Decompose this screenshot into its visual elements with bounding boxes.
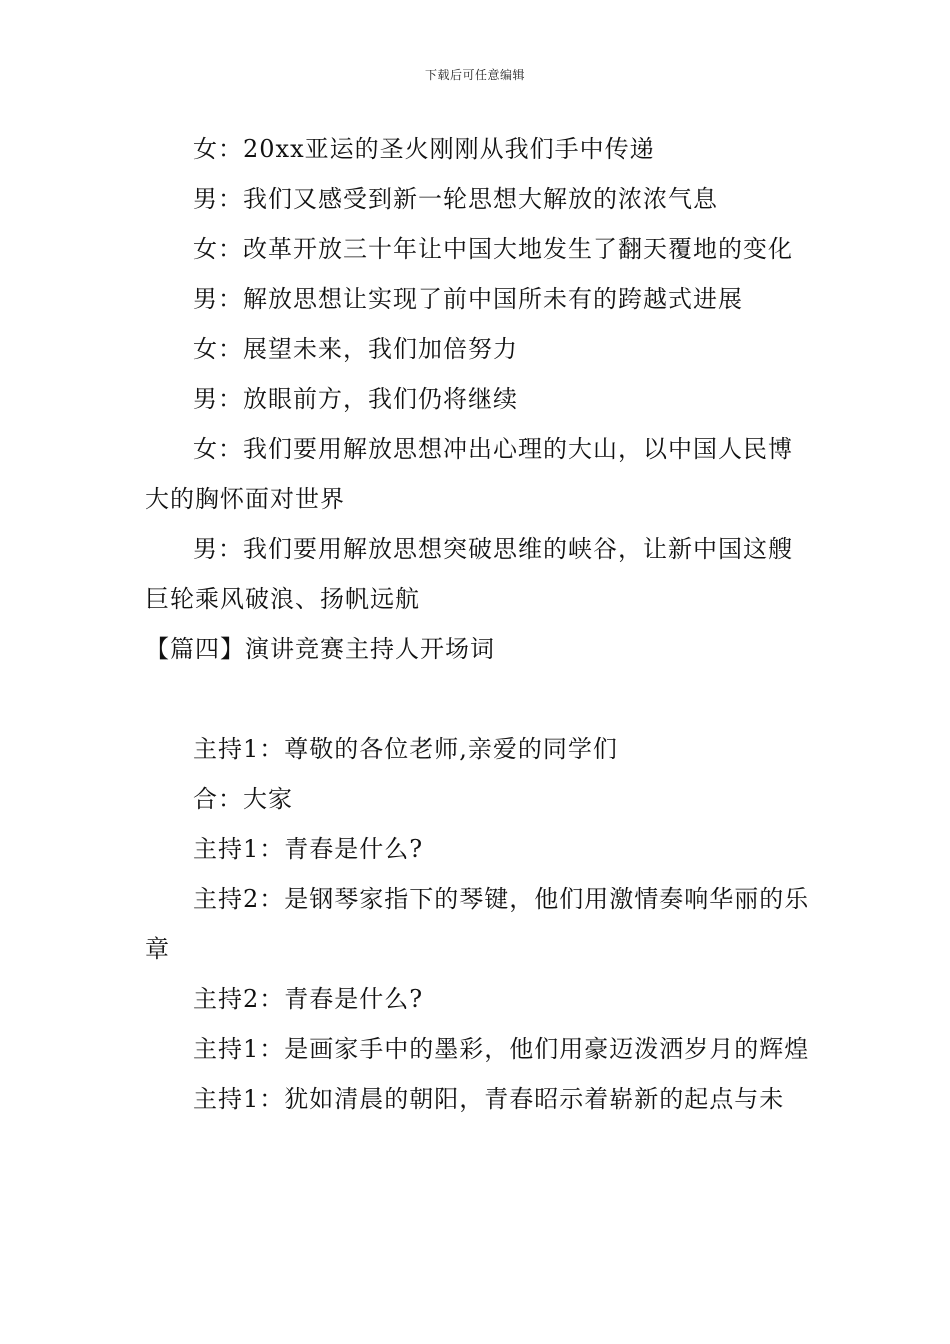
paragraph: 男：解放思想让实现了前中国所未有的跨越式进展 [193,285,743,313]
section-heading: 【篇四】演讲竞赛主持人开场词 [145,635,495,663]
paragraph: 主持2：是钢琴家指下的琴键，他们用激情奏响华丽的乐章 [145,885,810,963]
paragraph: 主持1：是画家手中的墨彩，他们用豪迈泼洒岁月的辉煌 [193,1035,810,1063]
paragraph: 男：放眼前方，我们仍将继续 [193,385,518,413]
paragraph: 女：展望未来，我们加倍努力 [193,335,518,363]
paragraph: 主持2：青春是什么? [193,985,424,1013]
page-header-note: 下载后可任意编辑 [424,68,525,82]
paragraph: 男：我们又感受到新一轮思想大解放的浓浓气息 [193,185,718,213]
paragraph: 男：我们要用解放思想突破思维的峡谷，让新中国这艘巨轮乘风破浪、扬帆远航 [145,535,793,613]
paragraph: 主持1：青春是什么? [193,835,424,863]
blank-line [145,674,811,724]
paragraph: 女：20xx亚运的圣火刚刚从我们手中传递 [193,135,655,163]
document-body [145,124,811,1124]
paragraph: 主持1：尊敬的各位老师,亲爱的同学们 [193,735,618,763]
paragraph: 合：大家 [193,785,293,813]
paragraph: 女：改革开放三十年让中国大地发生了翻天覆地的变化 [193,235,793,263]
paragraph: 主持1：犹如清晨的朝阳，青春昭示着崭新的起点与未 [193,1085,785,1113]
paragraph: 女：我们要用解放思想冲出心理的大山，以中国人民博大的胸怀面对世界 [145,435,793,513]
